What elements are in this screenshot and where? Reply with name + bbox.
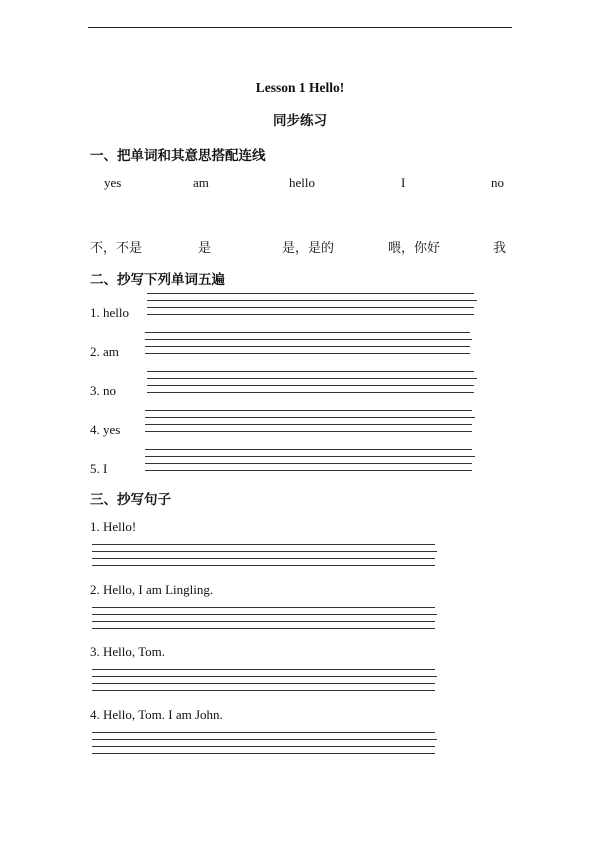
section-1-heading: 一、把单词和其意思搭配连线 [90,148,266,163]
copy-word-label: 1. hello [90,305,129,320]
match-word: am [193,175,209,190]
header-rule [88,27,512,28]
match-word: no [491,175,504,190]
page-title: Lesson 1 Hello! [255,80,345,95]
match-meaning: 是，是的 [282,240,335,255]
match-meaning: 喂，你好 [388,240,441,255]
match-word: yes [104,175,122,190]
copy-word-label: 2. am [90,344,119,359]
match-word: hello [289,175,315,190]
page-subtitle: 同步练习 [273,113,327,128]
match-word: I [401,175,406,190]
match-meaning: 不，不是 [90,240,143,255]
copy-sentence-label: 1. Hello! [90,519,137,534]
copy-sentence-label: 2. Hello, I am Lingling. [90,582,214,597]
copy-sentence-label: 3. Hello, Tom. [90,644,166,659]
match-meaning: 我 [493,240,507,255]
copy-word-label: 3. no [90,383,116,398]
copy-word-label: 5. I [90,461,108,476]
copy-sentence-label: 4. Hello, Tom. I am John. [90,707,223,722]
match-meaning: 是 [198,240,212,255]
section-3-heading: 三、抄写句子 [90,492,171,507]
section-2-heading: 二、抄写下列单词五遍 [90,272,225,287]
copy-word-label: 4. yes [90,422,121,437]
